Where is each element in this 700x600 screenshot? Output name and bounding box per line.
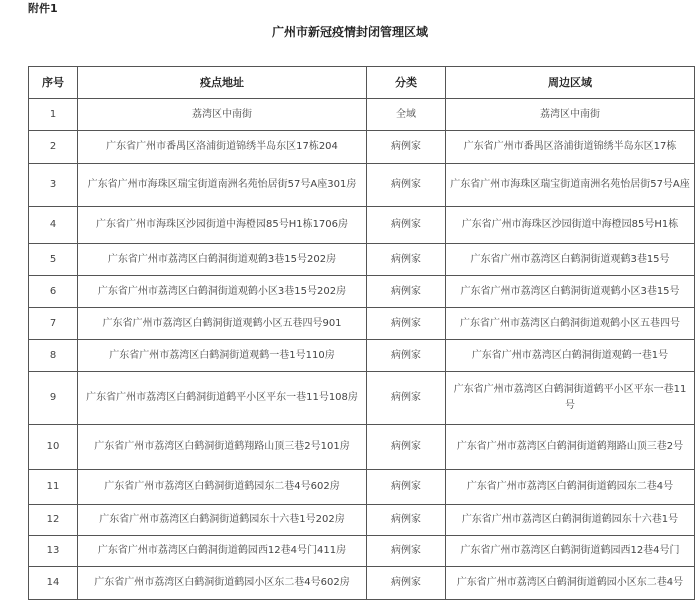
table-row xyxy=(29,425,695,470)
table-row xyxy=(29,276,695,308)
table-row xyxy=(29,536,695,567)
table-header-row xyxy=(29,67,695,99)
header-address: 疫点地址 xyxy=(78,67,367,99)
row-number: 8 xyxy=(29,340,78,372)
row-number: 12 xyxy=(29,505,78,536)
table-row xyxy=(29,99,695,131)
table-row xyxy=(29,567,695,600)
document-title: 广州市新冠疫情封闭管理区域 xyxy=(271,25,428,39)
row-category: 病例家 xyxy=(367,131,446,164)
row-number: 13 xyxy=(29,536,78,567)
row-address: 广东省广州市荔湾区白鹤洞街道鹤园西12巷4号门411房 xyxy=(78,536,367,567)
row-address: 广东省广州市荔湾区白鹤洞街道鹤平小区平东一巷11号108房 xyxy=(78,372,367,425)
row-surrounding: 广东省广州市荔湾区白鹤洞街道鹤平小区平东一巷11号 xyxy=(446,372,695,425)
table-row xyxy=(29,372,695,425)
table-row xyxy=(29,470,695,505)
row-number: 2 xyxy=(29,131,78,164)
header-surrounding: 周边区域 xyxy=(446,67,695,99)
row-number: 4 xyxy=(29,207,78,244)
row-category: 全域 xyxy=(367,99,446,131)
row-address: 荔湾区中南街 xyxy=(78,99,367,131)
row-number: 1 xyxy=(29,99,78,131)
row-address: 广东省广州市荔湾区白鹤洞街道鹤园东二巷4号602房 xyxy=(78,470,367,505)
row-category: 病例家 xyxy=(367,567,446,600)
header-category: 分类 xyxy=(367,67,446,99)
closed-area-table xyxy=(28,66,695,600)
row-address: 广东省广州市荔湾区白鹤洞街道鹤园小区东二巷4号602房 xyxy=(78,567,367,600)
row-category: 病例家 xyxy=(367,536,446,567)
row-address: 广东省广州市荔湾区白鹤洞街道观鹤一巷1号110房 xyxy=(78,340,367,372)
row-number: 3 xyxy=(29,164,78,207)
row-surrounding: 广东省广州市荔湾区白鹤洞街道观鹤一巷1号 xyxy=(446,340,695,372)
row-surrounding: 广东省广州市荔湾区白鹤洞街道鹤园西12巷4号门 xyxy=(446,536,695,567)
row-number: 11 xyxy=(29,470,78,505)
row-surrounding: 广东省广州市荔湾区白鹤洞街道观鹤小区五巷四号 xyxy=(446,308,695,340)
row-number: 6 xyxy=(29,276,78,308)
row-surrounding: 广东省广州市荔湾区白鹤洞街道鹤翔路山顶三巷2号 xyxy=(446,425,695,470)
row-address: 广东省广州市番禺区洛浦街道锦绣半岛东区17栋204 xyxy=(78,131,367,164)
row-address: 广东省广州市荔湾区白鹤洞街道观鹤小区3巷15号202房 xyxy=(78,276,367,308)
row-category: 病例家 xyxy=(367,276,446,308)
row-surrounding: 广东省广州市荔湾区白鹤洞街道鹤园小区东二巷4号 xyxy=(446,567,695,600)
table-row xyxy=(29,244,695,276)
row-address: 广东省广州市海珠区瑞宝街道南洲名苑怡居街57号A座301房 xyxy=(78,164,367,207)
row-category: 病例家 xyxy=(367,207,446,244)
row-category: 病例家 xyxy=(367,505,446,536)
row-address: 广东省广州市海珠区沙园街道中海橙园85号H1栋1706房 xyxy=(78,207,367,244)
table-row xyxy=(29,131,695,164)
row-surrounding: 荔湾区中南街 xyxy=(446,99,695,131)
row-category: 病例家 xyxy=(367,425,446,470)
row-number: 7 xyxy=(29,308,78,340)
row-number: 10 xyxy=(29,425,78,470)
row-category: 病例家 xyxy=(367,372,446,425)
attachment-label: 附件1 xyxy=(28,2,58,15)
row-category: 病例家 xyxy=(367,308,446,340)
row-surrounding: 广东省广州市海珠区沙园街道中海橙园85号H1栋 xyxy=(446,207,695,244)
row-number: 9 xyxy=(29,372,78,425)
row-surrounding: 广东省广州市荔湾区白鹤洞街道鹤园东二巷4号 xyxy=(446,470,695,505)
table-row xyxy=(29,340,695,372)
row-category: 病例家 xyxy=(367,244,446,276)
row-category: 病例家 xyxy=(367,470,446,505)
row-surrounding: 广东省广州市荔湾区白鹤洞街道观鹤3巷15号 xyxy=(446,244,695,276)
header-no: 序号 xyxy=(29,67,78,99)
row-category: 病例家 xyxy=(367,340,446,372)
row-category: 病例家 xyxy=(367,164,446,207)
row-surrounding: 广东省广州市番禺区洛浦街道锦绣半岛东区17栋 xyxy=(446,131,695,164)
row-number: 5 xyxy=(29,244,78,276)
row-surrounding: 广东省广州市荔湾区白鹤洞街道观鹤小区3巷15号 xyxy=(446,276,695,308)
row-surrounding: 广东省广州市海珠区瑞宝街道南洲名苑怡居街57号A座 xyxy=(446,164,695,207)
table-row xyxy=(29,505,695,536)
row-address: 广东省广州市荔湾区白鹤洞街道观鹤3巷15号202房 xyxy=(78,244,367,276)
row-address: 广东省广州市荔湾区白鹤洞街道鹤园东十六巷1号202房 xyxy=(78,505,367,536)
table-row xyxy=(29,207,695,244)
row-number: 14 xyxy=(29,567,78,600)
row-surrounding: 广东省广州市荔湾区白鹤洞街道鹤园东十六巷1号 xyxy=(446,505,695,536)
table-row xyxy=(29,164,695,207)
row-address: 广东省广州市荔湾区白鹤洞街道鹤翔路山顶三巷2号101房 xyxy=(78,425,367,470)
row-address: 广东省广州市荔湾区白鹤洞街道观鹤小区五巷四号901 xyxy=(78,308,367,340)
table-row xyxy=(29,308,695,340)
